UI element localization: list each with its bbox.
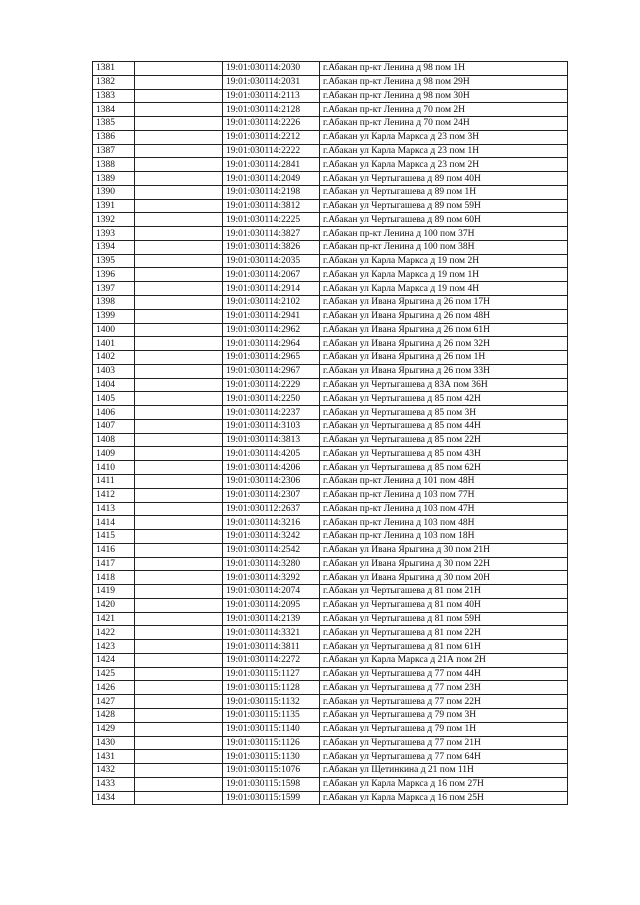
empty-cell (135, 158, 223, 172)
row-number-cell: 1433 (93, 777, 135, 791)
address-cell: г.Абакан ул Карла Маркса д 19 пом 1Н (320, 268, 568, 282)
row-number-cell: 1419 (93, 585, 135, 599)
cadastral-number-cell: 19:01:030114:4206 (223, 461, 320, 475)
row-number-cell: 1392 (93, 213, 135, 227)
cadastral-number-cell: 19:01:030114:2030 (223, 62, 320, 76)
row-number-cell: 1412 (93, 488, 135, 502)
empty-cell (135, 791, 223, 805)
table-row (93, 406, 568, 420)
row-number-cell: 1395 (93, 254, 135, 268)
table-row (93, 585, 568, 599)
address-cell: г.Абакан пр-кт Ленина д 70 пом 2Н (320, 103, 568, 117)
address-cell: г.Абакан ул Ивана Ярыгина д 26 пом 32Н (320, 337, 568, 351)
empty-cell (135, 309, 223, 323)
row-number-cell: 1431 (93, 750, 135, 764)
empty-cell (135, 502, 223, 516)
empty-cell (135, 268, 223, 282)
row-number-cell: 1387 (93, 144, 135, 158)
empty-cell (135, 103, 223, 117)
empty-cell (135, 406, 223, 420)
address-cell: г.Абакан пр-кт Ленина д 100 пом 38Н (320, 240, 568, 254)
address-cell: г.Абакан ул Ивана Ярыгина д 26 пом 61Н (320, 323, 568, 337)
row-number-cell: 1434 (93, 791, 135, 805)
address-cell: г.Абакан ул Чертыгашева д 85 пом 43Н (320, 447, 568, 461)
empty-cell (135, 695, 223, 709)
address-cell: г.Абакан ул Ивана Ярыгина д 30 пом 20Н (320, 571, 568, 585)
table-row (93, 378, 568, 392)
empty-cell (135, 750, 223, 764)
address-cell: г.Абакан ул Карла Маркса д 19 пом 4Н (320, 282, 568, 296)
row-number-cell: 1399 (93, 309, 135, 323)
empty-cell (135, 323, 223, 337)
table-row (93, 419, 568, 433)
cadastral-number-cell: 19:01:030114:3813 (223, 433, 320, 447)
row-number-cell: 1386 (93, 130, 135, 144)
row-number-cell: 1428 (93, 708, 135, 722)
address-cell: г.Абакан ул Чертыгашева д 81 пом 40Н (320, 598, 568, 612)
address-cell: г.Абакан ул Ивана Ярыгина д 26 пом 1Н (320, 351, 568, 365)
table-row (93, 227, 568, 241)
empty-cell (135, 419, 223, 433)
table-row (93, 75, 568, 89)
address-cell: г.Абакан ул Чертыгашева д 89 пом 40Н (320, 172, 568, 186)
cadastral-number-cell: 19:01:030114:3812 (223, 199, 320, 213)
row-number-cell: 1410 (93, 461, 135, 475)
property-registry-table (92, 61, 568, 805)
cadastral-number-cell: 19:01:030112:2637 (223, 502, 320, 516)
table-body (93, 62, 568, 805)
cadastral-number-cell: 19:01:030114:2941 (223, 309, 320, 323)
table-row (93, 268, 568, 282)
table-row (93, 103, 568, 117)
cadastral-number-cell: 19:01:030114:2307 (223, 488, 320, 502)
row-number-cell: 1393 (93, 227, 135, 241)
cadastral-number-cell: 19:01:030114:3811 (223, 640, 320, 654)
row-number-cell: 1405 (93, 392, 135, 406)
cadastral-number-cell: 19:01:030114:3103 (223, 419, 320, 433)
cadastral-number-cell: 19:01:030114:2035 (223, 254, 320, 268)
cadastral-number-cell: 19:01:030115:1076 (223, 764, 320, 778)
table-row (93, 240, 568, 254)
address-cell: г.Абакан ул Чертыгашева д 89 пом 60Н (320, 213, 568, 227)
empty-cell (135, 722, 223, 736)
address-cell: г.Абакан ул Чертыгашева д 81 пом 61Н (320, 640, 568, 654)
table-row (93, 598, 568, 612)
address-cell: г.Абакан ул Чертыгашева д 79 пом 1Н (320, 722, 568, 736)
empty-cell (135, 461, 223, 475)
row-number-cell: 1384 (93, 103, 135, 117)
empty-cell (135, 144, 223, 158)
address-cell: г.Абакан ул Чертыгашева д 77 пом 64Н (320, 750, 568, 764)
cadastral-number-cell: 19:01:030114:2113 (223, 89, 320, 103)
address-cell: г.Абакан пр-кт Ленина д 70 пом 24Н (320, 117, 568, 131)
row-number-cell: 1413 (93, 502, 135, 516)
row-number-cell: 1420 (93, 598, 135, 612)
address-cell: г.Абакан ул Чертыгашева д 81 пом 22Н (320, 626, 568, 640)
table-row (93, 447, 568, 461)
cadastral-number-cell: 19:01:030115:1599 (223, 791, 320, 805)
cadastral-number-cell: 19:01:030114:2031 (223, 75, 320, 89)
empty-cell (135, 543, 223, 557)
table-row (93, 543, 568, 557)
empty-cell (135, 117, 223, 131)
table-row (93, 571, 568, 585)
table-row (93, 488, 568, 502)
empty-cell (135, 199, 223, 213)
row-number-cell: 1406 (93, 406, 135, 420)
cadastral-number-cell: 19:01:030114:2212 (223, 130, 320, 144)
empty-cell (135, 626, 223, 640)
table-row (93, 337, 568, 351)
table-row (93, 282, 568, 296)
cadastral-number-cell: 19:01:030114:2225 (223, 213, 320, 227)
row-number-cell: 1427 (93, 695, 135, 709)
table-row (93, 557, 568, 571)
table-row (93, 516, 568, 530)
table-row (93, 254, 568, 268)
address-cell: г.Абакан ул Чертыгашева д 85 пом 42Н (320, 392, 568, 406)
address-cell: г.Абакан ул Чертыгашева д 85 пом 22Н (320, 433, 568, 447)
empty-cell (135, 364, 223, 378)
table-row (93, 722, 568, 736)
empty-cell (135, 681, 223, 695)
row-number-cell: 1429 (93, 722, 135, 736)
cadastral-number-cell: 19:01:030114:2272 (223, 653, 320, 667)
table-row (93, 172, 568, 186)
table-row (93, 736, 568, 750)
cadastral-number-cell: 19:01:030114:3827 (223, 227, 320, 241)
row-number-cell: 1421 (93, 612, 135, 626)
table-row (93, 667, 568, 681)
empty-cell (135, 227, 223, 241)
cadastral-number-cell: 19:01:030114:4205 (223, 447, 320, 461)
table-row (93, 296, 568, 310)
address-cell: г.Абакан пр-кт Ленина д 98 пом 1Н (320, 62, 568, 76)
cadastral-number-cell: 19:01:030114:3826 (223, 240, 320, 254)
empty-cell (135, 296, 223, 310)
empty-cell (135, 172, 223, 186)
address-cell: г.Абакан ул Карла Маркса д 23 пом 2Н (320, 158, 568, 172)
table-row (93, 791, 568, 805)
cadastral-number-cell: 19:01:030115:1135 (223, 708, 320, 722)
table-row (93, 764, 568, 778)
address-cell: г.Абакан ул Чертыгашева д 77 пом 21Н (320, 736, 568, 750)
address-cell: г.Абакан ул Чертыгашева д 81 пом 21Н (320, 585, 568, 599)
empty-cell (135, 571, 223, 585)
cadastral-number-cell: 19:01:030114:2967 (223, 364, 320, 378)
address-cell: г.Абакан ул Чертыгашева д 89 пом 1Н (320, 185, 568, 199)
empty-cell (135, 185, 223, 199)
table-row (93, 199, 568, 213)
row-number-cell: 1432 (93, 764, 135, 778)
address-cell: г.Абакан пр-кт Ленина д 98 пом 30Н (320, 89, 568, 103)
address-cell: г.Абакан ул Ивана Ярыгина д 26 пом 33Н (320, 364, 568, 378)
table-row (93, 130, 568, 144)
table-row (93, 708, 568, 722)
row-number-cell: 1403 (93, 364, 135, 378)
row-number-cell: 1388 (93, 158, 135, 172)
cadastral-number-cell: 19:01:030115:1130 (223, 750, 320, 764)
cadastral-number-cell: 19:01:030114:2226 (223, 117, 320, 131)
table-row (93, 612, 568, 626)
cadastral-number-cell: 19:01:030114:2914 (223, 282, 320, 296)
cadastral-number-cell: 19:01:030114:2128 (223, 103, 320, 117)
cadastral-number-cell: 19:01:030114:3321 (223, 626, 320, 640)
cadastral-number-cell: 19:01:030115:1127 (223, 667, 320, 681)
address-cell: г.Абакан пр-кт Ленина д 103 пом 48Н (320, 516, 568, 530)
empty-cell (135, 640, 223, 654)
row-number-cell: 1423 (93, 640, 135, 654)
cadastral-number-cell: 19:01:030114:3216 (223, 516, 320, 530)
address-cell: г.Абакан ул Карла Маркса д 23 пом 1Н (320, 144, 568, 158)
empty-cell (135, 598, 223, 612)
cadastral-number-cell: 19:01:030114:3292 (223, 571, 320, 585)
table-row (93, 364, 568, 378)
empty-cell (135, 667, 223, 681)
table-row (93, 89, 568, 103)
table-row (93, 351, 568, 365)
cadastral-number-cell: 19:01:030114:2962 (223, 323, 320, 337)
address-cell: г.Абакан ул Ивана Ярыгина д 30 пом 22Н (320, 557, 568, 571)
row-number-cell: 1415 (93, 530, 135, 544)
row-number-cell: 1414 (93, 516, 135, 530)
address-cell: г.Абакан пр-кт Ленина д 98 пом 29Н (320, 75, 568, 89)
cadastral-number-cell: 19:01:030114:2067 (223, 268, 320, 282)
table-row (93, 117, 568, 131)
empty-cell (135, 488, 223, 502)
table-row (93, 777, 568, 791)
empty-cell (135, 392, 223, 406)
address-cell: г.Абакан ул Чертыгашева д 89 пом 59Н (320, 199, 568, 213)
cadastral-number-cell: 19:01:030114:2237 (223, 406, 320, 420)
table-row (93, 681, 568, 695)
row-number-cell: 1382 (93, 75, 135, 89)
row-number-cell: 1402 (93, 351, 135, 365)
cadastral-number-cell: 19:01:030114:2306 (223, 474, 320, 488)
cadastral-number-cell: 19:01:030115:1598 (223, 777, 320, 791)
empty-cell (135, 708, 223, 722)
empty-cell (135, 447, 223, 461)
table-row (93, 392, 568, 406)
address-cell: г.Абакан ул Карла Маркса д 16 пом 27Н (320, 777, 568, 791)
cadastral-number-cell: 19:01:030114:3242 (223, 530, 320, 544)
table-row (93, 653, 568, 667)
empty-cell (135, 130, 223, 144)
row-number-cell: 1391 (93, 199, 135, 213)
row-number-cell: 1407 (93, 419, 135, 433)
empty-cell (135, 764, 223, 778)
address-cell: г.Абакан пр-кт Ленина д 103 пом 77Н (320, 488, 568, 502)
address-cell: г.Абакан ул Щетинкина д 21 пом 11Н (320, 764, 568, 778)
table-row (93, 185, 568, 199)
row-number-cell: 1400 (93, 323, 135, 337)
cadastral-number-cell: 19:01:030114:2049 (223, 172, 320, 186)
cadastral-number-cell: 19:01:030115:1128 (223, 681, 320, 695)
row-number-cell: 1408 (93, 433, 135, 447)
cadastral-number-cell: 19:01:030114:2229 (223, 378, 320, 392)
cadastral-number-cell: 19:01:030114:3280 (223, 557, 320, 571)
address-cell: г.Абакан ул Чертыгашева д 85 пом 62Н (320, 461, 568, 475)
address-cell: г.Абакан ул Чертыгашева д 79 пом 3Н (320, 708, 568, 722)
address-cell: г.Абакан ул Чертыгашева д 81 пом 59Н (320, 612, 568, 626)
empty-cell (135, 89, 223, 103)
row-number-cell: 1409 (93, 447, 135, 461)
table-row (93, 640, 568, 654)
address-cell: г.Абакан пр-кт Ленина д 101 пом 48Н (320, 474, 568, 488)
empty-cell (135, 75, 223, 89)
cadastral-number-cell: 19:01:030114:2095 (223, 598, 320, 612)
cadastral-number-cell: 19:01:030114:2542 (223, 543, 320, 557)
row-number-cell: 1381 (93, 62, 135, 76)
address-cell: г.Абакан ул Ивана Ярыгина д 26 пом 48Н (320, 309, 568, 323)
address-cell: г.Абакан ул Карла Маркса д 21А пом 2Н (320, 653, 568, 667)
cadastral-number-cell: 19:01:030114:2965 (223, 351, 320, 365)
address-cell: г.Абакан ул Карла Маркса д 23 пом 3Н (320, 130, 568, 144)
address-cell: г.Абакан ул Карла Маркса д 19 пом 2Н (320, 254, 568, 268)
empty-cell (135, 474, 223, 488)
address-cell: г.Абакан ул Чертыгашева д 77 пом 44Н (320, 667, 568, 681)
row-number-cell: 1422 (93, 626, 135, 640)
empty-cell (135, 530, 223, 544)
row-number-cell: 1430 (93, 736, 135, 750)
empty-cell (135, 516, 223, 530)
address-cell: г.Абакан ул Чертыгашева д 85 пом 3Н (320, 406, 568, 420)
row-number-cell: 1425 (93, 667, 135, 681)
address-cell: г.Абакан пр-кт Ленина д 103 пом 47Н (320, 502, 568, 516)
table-row (93, 750, 568, 764)
row-number-cell: 1404 (93, 378, 135, 392)
row-number-cell: 1417 (93, 557, 135, 571)
table-row (93, 213, 568, 227)
empty-cell (135, 777, 223, 791)
cadastral-number-cell: 19:01:030114:2222 (223, 144, 320, 158)
row-number-cell: 1397 (93, 282, 135, 296)
table-row (93, 474, 568, 488)
table-row (93, 323, 568, 337)
address-cell: г.Абакан пр-кт Ленина д 100 пом 37Н (320, 227, 568, 241)
cadastral-number-cell: 19:01:030115:1126 (223, 736, 320, 750)
cadastral-number-cell: 19:01:030114:2074 (223, 585, 320, 599)
row-number-cell: 1390 (93, 185, 135, 199)
cadastral-number-cell: 19:01:030114:2841 (223, 158, 320, 172)
empty-cell (135, 433, 223, 447)
table-row (93, 158, 568, 172)
empty-cell (135, 240, 223, 254)
cadastral-number-cell: 19:01:030115:1132 (223, 695, 320, 709)
cadastral-number-cell: 19:01:030114:2198 (223, 185, 320, 199)
empty-cell (135, 254, 223, 268)
table-row (93, 502, 568, 516)
table-row (93, 433, 568, 447)
row-number-cell: 1389 (93, 172, 135, 186)
address-cell: г.Абакан ул Карла Маркса д 16 пом 25Н (320, 791, 568, 805)
cadastral-number-cell: 19:01:030115:1140 (223, 722, 320, 736)
row-number-cell: 1416 (93, 543, 135, 557)
address-cell: г.Абакан ул Ивана Ярыгина д 26 пом 17Н (320, 296, 568, 310)
empty-cell (135, 282, 223, 296)
table-row (93, 309, 568, 323)
cadastral-number-cell: 19:01:030114:2964 (223, 337, 320, 351)
empty-cell (135, 351, 223, 365)
cadastral-number-cell: 19:01:030114:2139 (223, 612, 320, 626)
cadastral-number-cell: 19:01:030114:2250 (223, 392, 320, 406)
row-number-cell: 1411 (93, 474, 135, 488)
empty-cell (135, 612, 223, 626)
address-cell: г.Абакан ул Чертыгашева д 77 пом 22Н (320, 695, 568, 709)
address-cell: г.Абакан ул Чертыгашева д 83А пом 36Н (320, 378, 568, 392)
empty-cell (135, 557, 223, 571)
empty-cell (135, 585, 223, 599)
table-row (93, 461, 568, 475)
address-cell: г.Абакан ул Чертыгашева д 85 пом 44Н (320, 419, 568, 433)
empty-cell (135, 337, 223, 351)
row-number-cell: 1394 (93, 240, 135, 254)
row-number-cell: 1383 (93, 89, 135, 103)
row-number-cell: 1401 (93, 337, 135, 351)
table-row (93, 626, 568, 640)
address-cell: г.Абакан ул Чертыгашева д 77 пом 23Н (320, 681, 568, 695)
address-cell: г.Абакан пр-кт Ленина д 103 пом 18Н (320, 530, 568, 544)
row-number-cell: 1385 (93, 117, 135, 131)
table-row (93, 530, 568, 544)
row-number-cell: 1398 (93, 296, 135, 310)
table-row (93, 144, 568, 158)
empty-cell (135, 736, 223, 750)
row-number-cell: 1424 (93, 653, 135, 667)
empty-cell (135, 213, 223, 227)
empty-cell (135, 653, 223, 667)
row-number-cell: 1418 (93, 571, 135, 585)
row-number-cell: 1426 (93, 681, 135, 695)
table-row (93, 62, 568, 76)
empty-cell (135, 62, 223, 76)
empty-cell (135, 378, 223, 392)
address-cell: г.Абакан ул Ивана Ярыгина д 30 пом 21Н (320, 543, 568, 557)
table-row (93, 695, 568, 709)
row-number-cell: 1396 (93, 268, 135, 282)
cadastral-number-cell: 19:01:030114:2102 (223, 296, 320, 310)
